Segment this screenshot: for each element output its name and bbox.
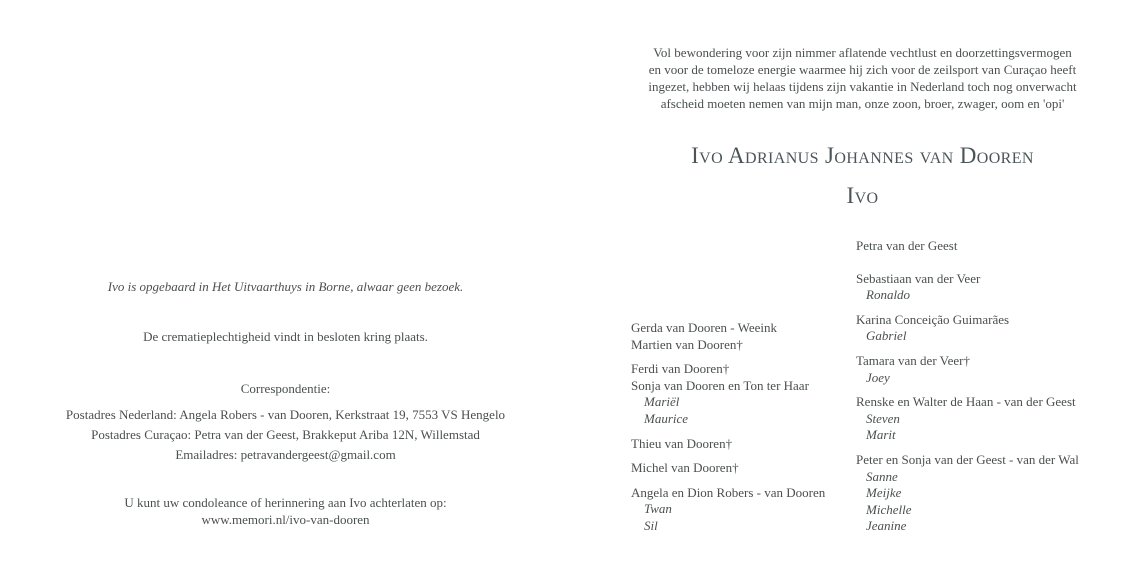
child-name: Maurice: [644, 410, 689, 426]
family-group: [631, 361, 825, 427]
condolence-block: [0, 494, 571, 528]
family-group: [856, 271, 1079, 304]
child-name: Mariël: [644, 394, 680, 410]
email-address: Emailadres: petravandergeest@gmail.com: [175, 447, 396, 462]
family-name: Renske en Walter de Haan - van der Geest: [856, 394, 1076, 410]
family-group: [631, 320, 825, 353]
child-name: Steven: [866, 410, 900, 426]
deceased-call-name: Ivo: [846, 183, 879, 208]
family-group: [856, 452, 1079, 535]
intro-line: en voor de tomeloze energie waarmee hij zich voor de zeilsport van Curaçao heeft: [648, 62, 1077, 77]
child-name: Sil: [644, 517, 658, 533]
deceased-full-name: Ivo Adrianus Johannes van Dooren: [691, 143, 1034, 168]
intro-line: Vol bewondering voor zijn nimmer aflatende vechtlust en doorzettingsvermogen: [653, 45, 1072, 60]
child-name: Meijke: [866, 485, 902, 501]
address-netherlands: Postadres Nederland: Angela Robers - van Dooren, Kerkstraat 19, 7553 VS Hengelo: [65, 407, 506, 422]
child-name: Joey: [866, 369, 890, 385]
correspondence-heading: Correspondentie:: [240, 381, 331, 396]
family-group: [631, 436, 825, 453]
family-name: Tamara van der Veer†: [856, 352, 970, 368]
family-name: Petra van der Geest: [856, 238, 958, 253]
intro-text: [600, 44, 1125, 112]
family-name: Ferdi van Dooren†: [631, 361, 730, 377]
child-name: Sanne: [866, 468, 898, 484]
condolence-text: U kunt uw condoleance of herinnering aan Ivo achterlaten op:: [124, 495, 447, 510]
cremation-notice: De crematieplechtigheid vindt in besloten kring plaats.: [143, 329, 428, 344]
family-list-left: [631, 320, 825, 543]
memorial-url[interactable]: www.memori.nl/ivo-van-dooren: [201, 512, 370, 527]
family-name: Peter en Sonja van der Geest - van der Wal: [856, 451, 1079, 467]
intro-line: ingezet, hebben wij helaas tijdens zijn vakantie in Nederland toch nog onverwacht: [648, 79, 1077, 94]
family-name: Martien van Dooren†: [631, 336, 743, 352]
family-group: [856, 238, 1079, 255]
viewing-notice: Ivo is opgebaard in Het Uitvaarthuys in Borne, alwaar geen bezoek.: [107, 279, 464, 294]
child-name: Michelle: [866, 501, 912, 517]
family-name: Sebastiaan van der Veer: [856, 270, 981, 286]
family-name: Angela en Dion Robers - van Dooren: [631, 484, 826, 500]
family-name: Sonja van Dooren en Ton ter Haar: [631, 377, 809, 393]
child-name: Marit: [866, 427, 896, 443]
family-name: Thieu van Dooren†: [631, 435, 733, 451]
family-group: [856, 353, 1079, 386]
child-name: Ronaldo: [866, 287, 911, 303]
family-name: Michel van Dooren†: [631, 460, 739, 476]
correspondence-block: [0, 379, 571, 465]
family-group: [631, 485, 825, 535]
child-name: Jeanine: [866, 518, 907, 534]
child-name: Gabriel: [866, 328, 907, 344]
address-curacao: Postadres Curaçao: Petra van der Geest, Brakkeput Ariba 12N, Willemstad: [91, 427, 480, 442]
family-name: Gerda van Dooren - Weeink: [631, 320, 777, 335]
family-group: [631, 460, 825, 477]
family-list-right: [856, 238, 1079, 543]
family-name: Karina Conceição Guimarães: [856, 311, 1010, 327]
intro-line: afscheid moeten nemen van mijn man, onze zoon, broer, zwager, oom en 'opi': [660, 96, 1065, 111]
family-group: [856, 394, 1079, 444]
family-group: [856, 312, 1079, 345]
child-name: Twan: [644, 501, 672, 517]
